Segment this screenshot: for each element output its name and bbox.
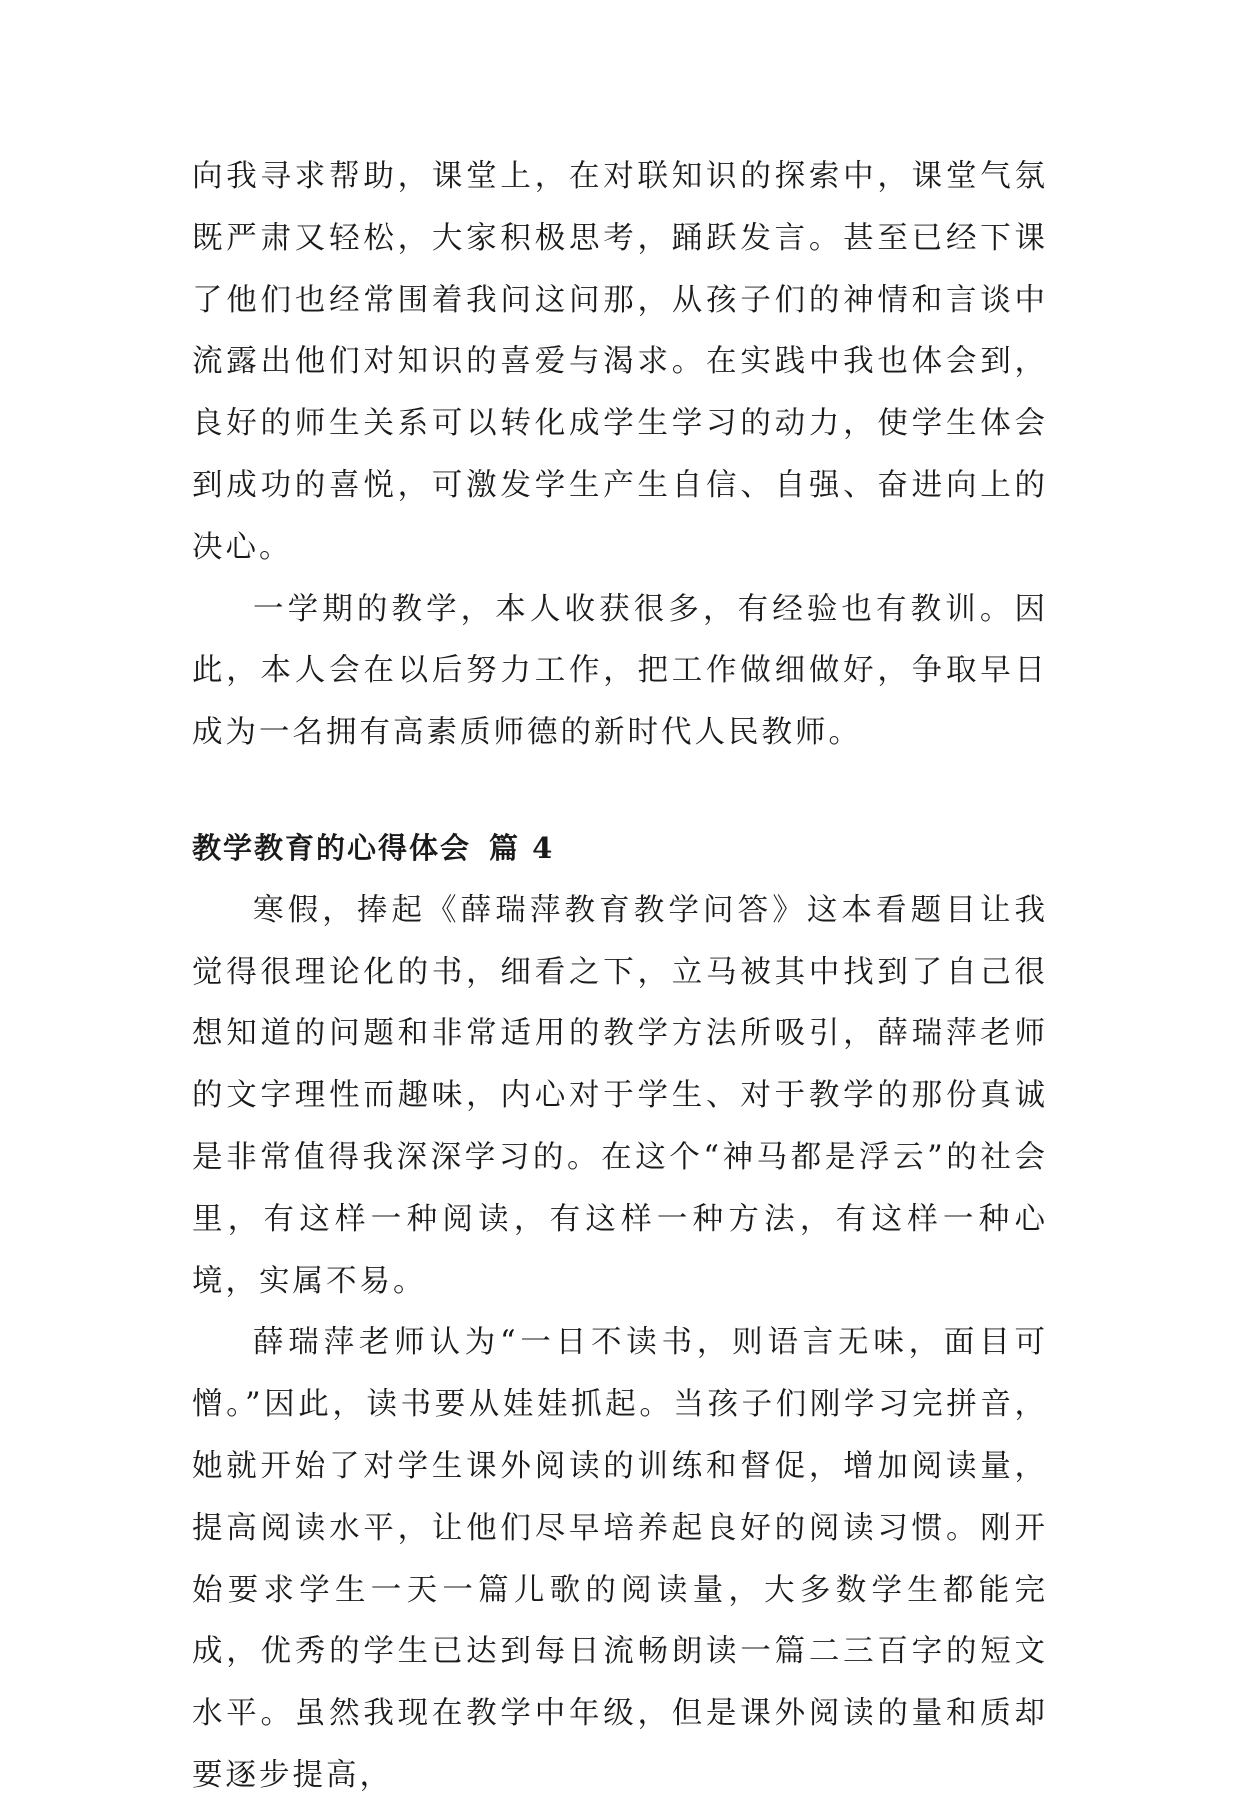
section-title: 教学教育的心得体会	[192, 830, 472, 865]
paragraph-reading: 薛瑞萍老师认为“一日不读书，则语言无味，面目可憎。”因此，读书要从娃娃抓起。当孩子们刚学习完拼音，她就开始了对学生课外阅读的训练和督促，增加阅读量，提高阅读水平，让他们尽早培养起良好的阅读习惯。刚开始要求学生一天一篇儿歌的阅读量，大多数学生都能完成，优秀的学生已达到每日流畅朗读一篇二三百字的短文水平。虽然我现在教学中年级，但是课外阅读的量和质却要逐步提高，	[192, 1325, 1048, 1793]
section-heading	[192, 818, 1048, 880]
document-body	[192, 146, 1048, 1807]
section-number: 篇 4	[489, 830, 555, 865]
section-spacer	[192, 764, 1048, 818]
paragraph-intro: 寒假，捧起《薛瑞萍教育教学问答》这本看题目让我觉得很理论化的书，细看之下，立马被其中找到了自己很想知道的问题和非常适用的教学方法所吸引，薛瑞萍老师的文字理性而趣味，内心对于学生、对于教学的那份真诚是非常值得我深深学习的。在这个“神马都是浮云”的社会里，有这样一种阅读，有这样一种方法，有这样一种心境，实属不易。	[192, 892, 1048, 1299]
paragraph-conclusion: 一学期的教学，本人收获很多，有经验也有教训。因此，本人会在以后努力工作，把工作做细做好，争取早日成为一名拥有高素质师德的新时代人民教师。	[192, 591, 1048, 751]
paragraph-continued: 向我寻求帮助，课堂上，在对联知识的探索中，课堂气氛既严肃又轻松，大家积极思考，踊跃发言。甚至已经下课了他们也经常围着我问这问那，从孩子们的神情和言谈中流露出他们对知识的喜爱与渴求。在实践中我也体会到，良好的师生关系可以转化成学生学习的动力，使学生体会到成功的喜悦，可激发学生产生自信、自强、奋进向上的决心。	[192, 159, 1048, 565]
